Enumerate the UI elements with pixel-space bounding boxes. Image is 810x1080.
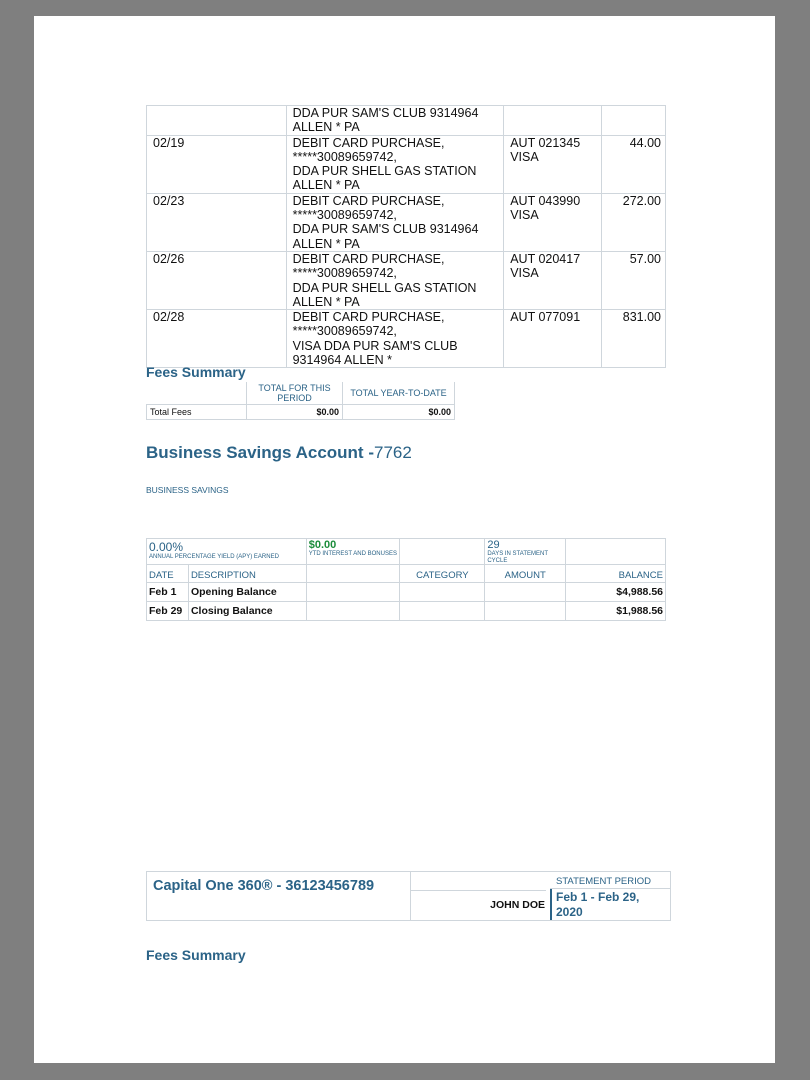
savings-account-number: 7762 — [373, 443, 412, 462]
row-amount — [485, 583, 566, 602]
txn-description: DEBIT CARD PURCHASE, *****30089659742, DDA PUR SHELL GAS STATION ALLEN * PA — [286, 135, 504, 193]
savings-account-title — [146, 443, 412, 463]
statement-page — [34, 16, 775, 1063]
txn-description: DEBIT CARD PURCHASE, *****30089659742, VISA DDA PUR SAM'S CLUB 9314964 ALLEN * — [286, 310, 504, 368]
table-row — [147, 193, 666, 251]
col-category: CATEGORY — [400, 565, 485, 583]
fees-col-period: TOTAL FOR THIS PERIOD — [247, 382, 343, 405]
txn-amount — [602, 106, 666, 136]
txn-amount: 272.00 — [602, 193, 666, 251]
txn-amount: 57.00 — [602, 251, 666, 309]
ytd-value: $0.00 — [308, 539, 337, 551]
txn-description: DEBIT CARD PURCHASE, *****30089659742, DDA PUR SAM'S CLUB 9314964 ALLEN * PA — [286, 193, 504, 251]
txn-date: 02/26 — [147, 251, 287, 309]
ytd-label: YTD INTEREST AND BONUSES — [308, 551, 397, 557]
fees-row — [147, 405, 455, 420]
savings-header-row — [147, 565, 666, 583]
apy-value: 0.00% — [149, 540, 184, 554]
fees-col-ytd: TOTAL YEAR-TO-DATE — [343, 382, 455, 405]
apy-label: ANNUAL PERCENTAGE YIELD (APY) EARNED — [149, 554, 279, 560]
table-row — [147, 602, 666, 621]
statement-period — [550, 872, 670, 920]
fees-ytd-value: $0.00 — [343, 405, 455, 420]
txn-amount: 44.00 — [602, 135, 666, 193]
row-description: Closing Balance — [188, 602, 306, 621]
table-row — [147, 106, 666, 136]
fees-summary-title-2: Fees Summary — [146, 947, 246, 963]
fees-summary-title: Fees Summary — [146, 364, 246, 380]
row-category — [400, 602, 485, 621]
apy-cell — [147, 539, 307, 565]
txn-reference — [504, 106, 602, 136]
row-date: Feb 1 — [147, 583, 189, 602]
col-description: DESCRIPTION — [188, 565, 306, 583]
transactions-table — [146, 105, 666, 368]
col-balance: BALANCE — [566, 565, 666, 583]
txn-date — [147, 106, 287, 136]
savings-stats-row — [147, 539, 666, 565]
savings-subtitle: BUSINESS SAVINGS — [146, 485, 229, 495]
ytd-cell — [306, 539, 400, 565]
fees-summary-table — [146, 382, 455, 420]
row-amount — [485, 602, 566, 621]
table-row — [147, 135, 666, 193]
table-row — [147, 251, 666, 309]
fees-period-value: $0.00 — [247, 405, 343, 420]
account-holder-name: JOHN DOE — [490, 899, 545, 911]
days-cell — [485, 539, 566, 565]
txn-reference: AUT 021345 VISA — [504, 135, 602, 193]
txn-reference: AUT 043990 VISA — [504, 193, 602, 251]
table-row — [147, 583, 666, 602]
txn-reference: AUT 020417 VISA — [504, 251, 602, 309]
txn-date: 02/28 — [147, 310, 287, 368]
savings-table — [146, 538, 666, 621]
txn-date: 02/19 — [147, 135, 287, 193]
statement-header-band — [146, 871, 671, 921]
row-balance: $4,988.56 — [566, 583, 666, 602]
row-description: Opening Balance — [188, 583, 306, 602]
statement-period-value: Feb 1 - Feb 29, 2020 — [556, 890, 640, 919]
fees-row-label: Total Fees — [147, 405, 247, 420]
period-accent-bar — [550, 889, 552, 920]
bank-account-label: Capital One 360® - 36123456789 — [153, 878, 375, 894]
col-amount: AMOUNT — [485, 565, 566, 583]
txn-description: DEBIT CARD PURCHASE, *****30089659742, DDA PUR SHELL GAS STATION ALLEN * PA — [286, 251, 504, 309]
row-category — [400, 583, 485, 602]
table-row — [147, 310, 666, 368]
col-date: DATE — [147, 565, 189, 583]
fees-header-row — [147, 382, 455, 405]
statement-period-label: STATEMENT PERIOD — [556, 876, 652, 887]
txn-description: DDA PUR SAM'S CLUB 9314964 ALLEN * PA — [286, 106, 504, 136]
days-label: DAYS IN STATEMENT CYCLE — [487, 551, 548, 564]
savings-title-text: Business Savings Account - — [146, 443, 374, 462]
days-value: 29 — [487, 539, 500, 551]
txn-date: 02/23 — [147, 193, 287, 251]
txn-reference: AUT 077091 — [504, 310, 602, 368]
txn-amount: 831.00 — [602, 310, 666, 368]
row-date: Feb 29 — [147, 602, 189, 621]
row-balance: $1,988.56 — [566, 602, 666, 621]
